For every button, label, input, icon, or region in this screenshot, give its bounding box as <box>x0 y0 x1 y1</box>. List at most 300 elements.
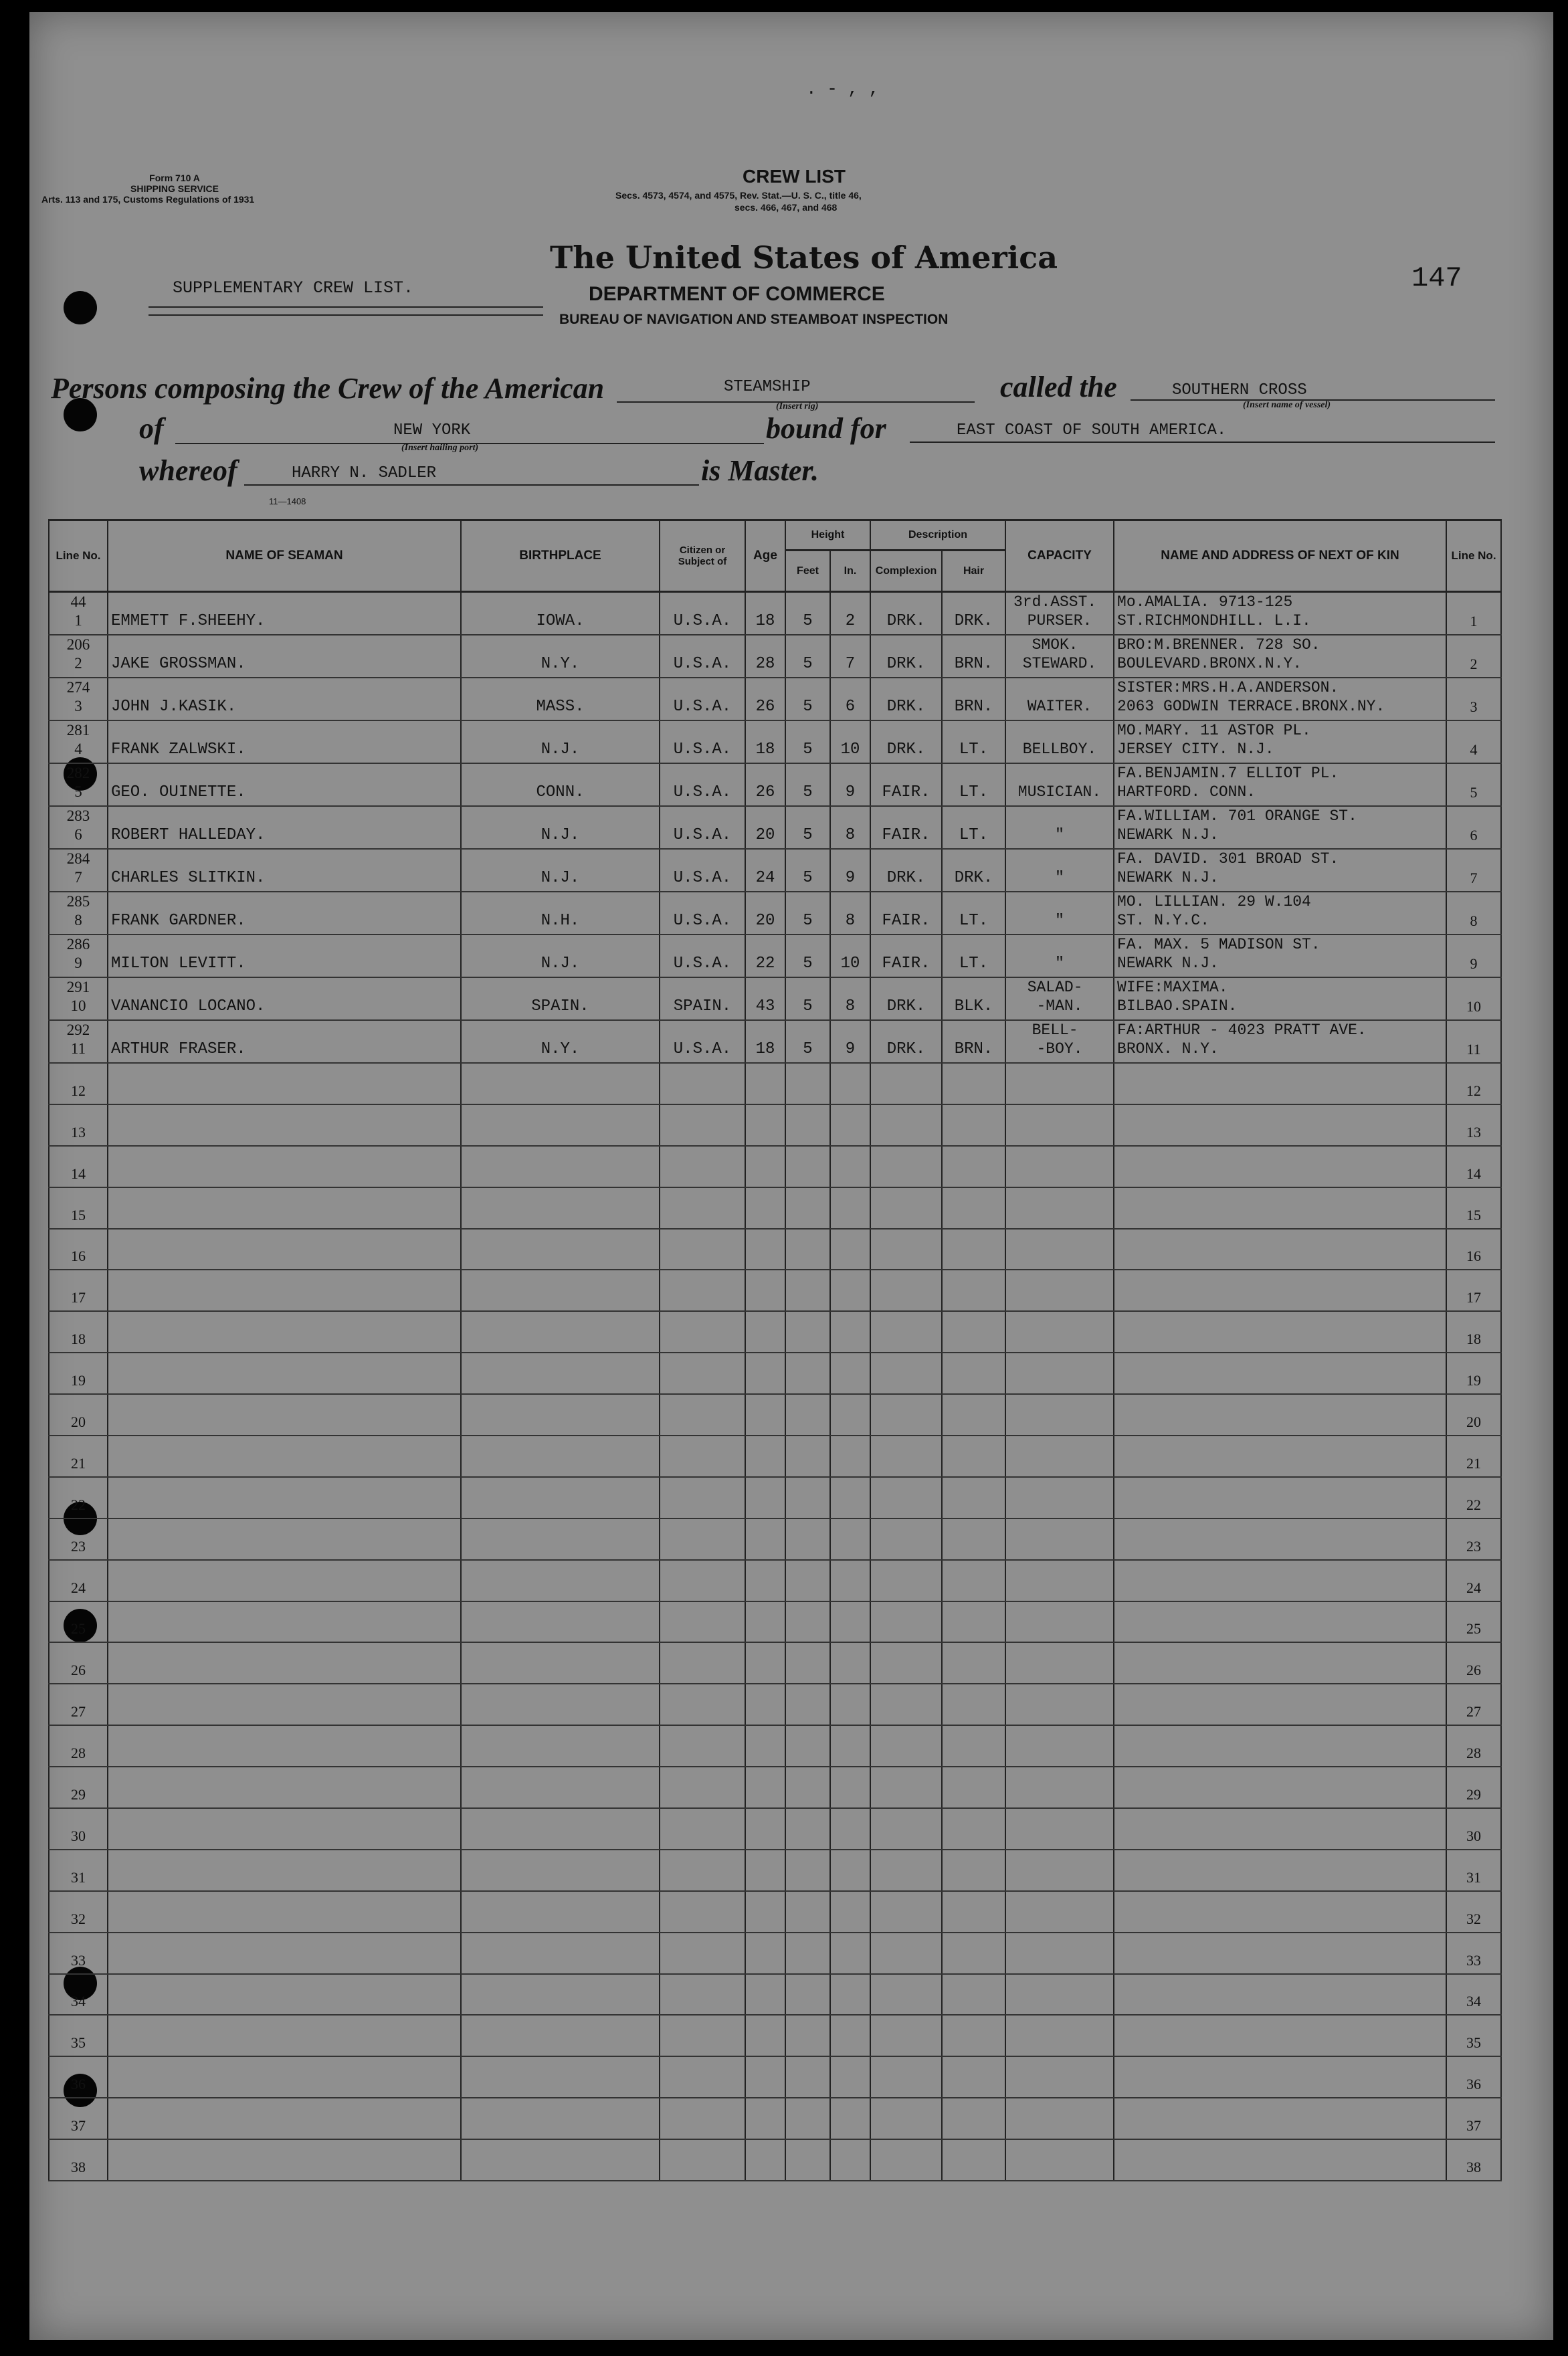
capacity-cell <box>1005 1063 1114 1104</box>
name-cell <box>108 1974 461 2016</box>
line-no-cell <box>49 592 108 635</box>
next-of-kin-cell <box>1114 1684 1446 1725</box>
line-no-cell <box>49 1477 108 1518</box>
citizenship: U.S.A. <box>673 612 732 630</box>
complexion-cell <box>870 1725 942 1767</box>
next-of-kin-cell <box>1114 892 1446 935</box>
name-cell <box>108 806 461 849</box>
table-row <box>49 1146 1501 1187</box>
next-of-kin-cell <box>1114 1974 1446 2016</box>
col-age: Age <box>745 520 785 592</box>
name-cell <box>108 2056 461 2098</box>
birthplace-cell <box>461 1891 660 1933</box>
seaman-id: 285 <box>66 893 90 910</box>
line-number-right: 5 <box>1470 784 1478 801</box>
line-no-right-cell <box>1446 1104 1501 1146</box>
line-number: 11 <box>70 1040 86 1057</box>
line-number: 27 <box>71 1703 86 1721</box>
capacity-cell <box>1005 935 1114 977</box>
birthplace-cell <box>461 1684 660 1725</box>
name-cell <box>108 977 461 1020</box>
age-cell <box>745 1684 785 1725</box>
next-of-kin-cell <box>1114 1436 1446 1477</box>
kin-line-2: JERSEY CITY. N.J. <box>1117 741 1274 758</box>
col-complexion: Complexion <box>870 551 942 592</box>
hair-cell <box>942 1974 1005 2016</box>
age-cell <box>745 1187 785 1229</box>
capacity-cell <box>1005 1891 1114 1933</box>
table-row <box>49 892 1501 935</box>
citizen-cell <box>660 1146 745 1187</box>
citizen-cell <box>660 1477 745 1518</box>
name-cell <box>108 1394 461 1436</box>
table-row <box>49 763 1501 806</box>
height-inches: 8 <box>845 997 856 1015</box>
complexion-cell <box>870 1353 942 1394</box>
kin-line-1: MO. LILLIAN. 29 W.104 <box>1117 893 1311 910</box>
line-no-cell <box>49 806 108 849</box>
hair-cell <box>942 1684 1005 1725</box>
name-cell <box>108 849 461 892</box>
table-row <box>49 1808 1501 1850</box>
line-number: 2 <box>74 655 82 672</box>
inches-cell <box>830 1311 870 1353</box>
table-row <box>49 806 1501 849</box>
table-row <box>49 1850 1501 1891</box>
age-cell <box>745 1850 785 1891</box>
complexion-cell <box>870 1974 942 2016</box>
complexion: FAIR. <box>882 912 930 930</box>
age: 18 <box>755 741 775 759</box>
feet-cell <box>785 977 830 1020</box>
seaman-id: 284 <box>66 850 90 867</box>
next-of-kin-cell <box>1114 1601 1446 1643</box>
line-number: 26 <box>71 1662 86 1679</box>
inches-cell <box>830 1767 870 1808</box>
next-of-kin-cell <box>1114 1642 1446 1684</box>
line-no-right-cell <box>1446 892 1501 935</box>
capacity-line-1: BELL- <box>1032 1021 1078 1039</box>
height-feet: 5 <box>803 741 813 759</box>
table-row <box>49 2056 1501 2098</box>
line-no-cell <box>49 892 108 935</box>
age-cell <box>745 977 785 1020</box>
next-of-kin-cell <box>1114 1767 1446 1808</box>
supplementary-underline <box>149 306 543 308</box>
feet-cell <box>785 935 830 977</box>
seaman-name: CHARLES SLITKIN. <box>111 869 266 887</box>
name-cell <box>108 1933 461 1974</box>
birthplace-cell <box>461 892 660 935</box>
name-cell <box>108 1063 461 1104</box>
feet-cell <box>785 1229 830 1270</box>
name-cell <box>108 1725 461 1767</box>
feet-cell <box>785 678 830 720</box>
height-inches: 8 <box>845 826 856 844</box>
inches-cell <box>830 1187 870 1229</box>
name-cell <box>108 1146 461 1187</box>
table-row <box>49 1353 1501 1394</box>
feet-cell <box>785 1601 830 1643</box>
line-number-right: 30 <box>1466 1827 1482 1844</box>
line-number: 21 <box>71 1454 86 1472</box>
complexion-cell <box>870 1684 942 1725</box>
height-inches: 9 <box>845 783 856 801</box>
complexion-cell <box>870 1394 942 1436</box>
line-number-right: 14 <box>1466 1165 1482 1182</box>
complexion-cell <box>870 1642 942 1684</box>
inches-cell <box>830 2056 870 2098</box>
birthplace: N.J. <box>541 826 580 844</box>
hair-cell <box>942 1808 1005 1850</box>
destination-underline <box>910 441 1495 443</box>
name-cell <box>108 1518 461 1560</box>
birthplace-cell <box>461 806 660 849</box>
seaman-id: 44 <box>70 593 86 610</box>
complexion-cell <box>870 935 942 977</box>
citizenship: U.S.A. <box>673 698 732 716</box>
complexion: FAIR. <box>882 783 930 801</box>
bureau-title: BUREAU OF NAVIGATION AND STEAMBOAT INSPECTION <box>559 312 949 327</box>
seaman-name: JOHN J.KASIK. <box>111 698 237 716</box>
capacity-line-2: " <box>1055 869 1064 886</box>
crew-list-title: CREW LIST <box>743 166 846 187</box>
line-no-right-cell <box>1446 1518 1501 1560</box>
feet-cell <box>785 720 830 763</box>
capacity-cell <box>1005 1518 1114 1560</box>
capacity-cell <box>1005 1560 1114 1601</box>
next-of-kin-cell <box>1114 2056 1446 2098</box>
complexion-cell <box>870 977 942 1020</box>
page-number: 147 <box>1411 262 1462 294</box>
rig-hint: (Insert rig) <box>776 401 819 411</box>
capacity-line-2: MUSICIAN. <box>1017 783 1102 801</box>
capacity-cell <box>1005 2139 1114 2181</box>
height-feet: 5 <box>803 869 813 887</box>
line-number: 15 <box>71 1206 86 1223</box>
inches-cell <box>830 1808 870 1850</box>
citizen-cell <box>660 1518 745 1560</box>
hair-cell <box>942 720 1005 763</box>
hair-cell <box>942 2098 1005 2139</box>
name-cell <box>108 1767 461 1808</box>
age-cell <box>745 592 785 635</box>
birthplace-cell <box>461 1104 660 1146</box>
seaman-id: 206 <box>66 636 90 653</box>
age-cell <box>745 1020 785 1063</box>
complexion-cell <box>870 1020 942 1063</box>
line-number-right: 33 <box>1466 1951 1482 1969</box>
hair: LT. <box>959 783 989 801</box>
hair-cell <box>942 1767 1005 1808</box>
citizen-cell <box>660 1642 745 1684</box>
destination: EAST COAST OF SOUTH AMERICA. <box>957 421 1227 439</box>
name-cell <box>108 592 461 635</box>
table-row <box>49 1270 1501 1311</box>
citizen-cell <box>660 2015 745 2056</box>
age: 22 <box>755 955 775 973</box>
table-row <box>49 678 1501 720</box>
capacity-cell <box>1005 678 1114 720</box>
birthplace-cell <box>461 1146 660 1187</box>
name-cell <box>108 635 461 678</box>
capacity-cell <box>1005 1394 1114 1436</box>
citizen-cell <box>660 720 745 763</box>
seaman-id: 283 <box>66 807 90 824</box>
table-row <box>49 2015 1501 2056</box>
seaman-name: GEO. OUINETTE. <box>111 783 246 801</box>
feet-cell <box>785 849 830 892</box>
table-row <box>49 2098 1501 2139</box>
line-number-right: 18 <box>1466 1331 1482 1348</box>
citizen-cell <box>660 635 745 678</box>
height-feet: 5 <box>803 955 813 973</box>
next-of-kin-cell <box>1114 1933 1446 1974</box>
height-inches: 2 <box>845 612 856 630</box>
table-row <box>49 1725 1501 1767</box>
inches-cell <box>830 635 870 678</box>
capacity-line-2: WAITER. <box>1027 698 1092 715</box>
line-number: 18 <box>71 1331 86 1348</box>
line-no-cell <box>49 977 108 1020</box>
capacity-line-2: STEWARD. <box>1022 655 1097 672</box>
inches-cell <box>830 1642 870 1684</box>
line-number-right: 31 <box>1466 1868 1482 1886</box>
complexion-cell <box>870 1063 942 1104</box>
line-no-right-cell <box>1446 1477 1501 1518</box>
inches-cell <box>830 1146 870 1187</box>
kin-line-1: Mo.AMALIA. 9713-125 <box>1117 593 1293 611</box>
hair-cell <box>942 1063 1005 1104</box>
seaman-id: 281 <box>66 722 90 739</box>
hair-cell <box>942 635 1005 678</box>
intro-text: Persons composing the Crew of the American <box>51 372 605 405</box>
table-row <box>49 1187 1501 1229</box>
feet-cell <box>785 1518 830 1560</box>
line-no-cell <box>49 1270 108 1311</box>
line-number: 17 <box>71 1289 86 1306</box>
citizen-cell <box>660 1891 745 1933</box>
line-no-right-cell <box>1446 1601 1501 1643</box>
inches-cell <box>830 1270 870 1311</box>
feet-cell <box>785 1933 830 1974</box>
birthplace-cell <box>461 2098 660 2139</box>
citizen-cell <box>660 1436 745 1477</box>
citizenship: U.S.A. <box>673 912 732 930</box>
capacity-cell <box>1005 849 1114 892</box>
line-no-right-cell <box>1446 1933 1501 1974</box>
birthplace-cell <box>461 1933 660 1974</box>
hair: BRN. <box>954 655 993 673</box>
next-of-kin-cell <box>1114 1891 1446 1933</box>
hair: BRN. <box>954 1040 993 1058</box>
kin-line-2: BOULEVARD.BRONX.N.Y. <box>1117 655 1302 672</box>
inches-cell <box>830 2015 870 2056</box>
table-row <box>49 1436 1501 1477</box>
birthplace-cell <box>461 678 660 720</box>
height-feet: 5 <box>803 655 813 673</box>
capacity-cell <box>1005 1104 1114 1146</box>
hair-cell <box>942 1187 1005 1229</box>
line-number: 33 <box>71 1951 86 1969</box>
line-number: 8 <box>74 912 82 928</box>
birthplace-cell <box>461 1850 660 1891</box>
line-number: 20 <box>71 1413 86 1431</box>
line-number-right: 6 <box>1470 827 1478 844</box>
line-no-cell <box>49 1146 108 1187</box>
complexion-cell <box>870 2139 942 2181</box>
feet-cell <box>785 1311 830 1353</box>
birthplace-cell <box>461 1311 660 1353</box>
line-number: 10 <box>70 997 86 1014</box>
complexion-cell <box>870 2098 942 2139</box>
complexion: DRK. <box>886 741 926 759</box>
line-no-cell <box>49 1311 108 1353</box>
name-cell <box>108 1601 461 1643</box>
name-cell <box>108 2139 461 2181</box>
department-title: DEPARTMENT OF COMMERCE <box>589 283 885 305</box>
birthplace-cell <box>461 763 660 806</box>
col-feet: Feet <box>785 551 830 592</box>
capacity-cell <box>1005 1229 1114 1270</box>
table-row <box>49 1974 1501 2016</box>
line-no-cell <box>49 1684 108 1725</box>
name-cell <box>108 1311 461 1353</box>
name-cell <box>108 720 461 763</box>
complexion: FAIR. <box>882 826 930 844</box>
birthplace: N.J. <box>541 869 580 887</box>
age-cell <box>745 1974 785 2016</box>
line-number: 37 <box>71 2117 86 2135</box>
complexion-cell <box>870 2015 942 2056</box>
print-code: 11—1408 <box>269 496 306 506</box>
inches-cell <box>830 849 870 892</box>
inches-cell <box>830 977 870 1020</box>
hair-cell <box>942 1601 1005 1643</box>
table-row <box>49 1477 1501 1518</box>
line-no-cell <box>49 1518 108 1560</box>
name-cell <box>108 678 461 720</box>
inches-cell <box>830 1974 870 2016</box>
col-line-no-right: Line No. <box>1446 520 1501 592</box>
height-feet: 5 <box>803 698 813 716</box>
complexion-cell <box>870 1311 942 1353</box>
inches-cell <box>830 1891 870 1933</box>
line-no-cell <box>49 1187 108 1229</box>
col-capacity: CAPACITY <box>1005 520 1114 592</box>
age-cell <box>745 635 785 678</box>
age-cell <box>745 1436 785 1477</box>
citizen-cell <box>660 2139 745 2181</box>
age-cell <box>745 1891 785 1933</box>
seaman-name: FRANK GARDNER. <box>111 912 246 930</box>
capacity-line-2: PURSER. <box>1027 612 1092 629</box>
capacity-cell <box>1005 1725 1114 1767</box>
line-number-right: 19 <box>1466 1372 1482 1389</box>
line-no-cell <box>49 1642 108 1684</box>
line-number-right: 37 <box>1466 2117 1482 2135</box>
citizen-cell <box>660 1353 745 1394</box>
capacity-cell <box>1005 1684 1114 1725</box>
age-cell <box>745 1477 785 1518</box>
birthplace-cell <box>461 1229 660 1270</box>
citizen-cell <box>660 1229 745 1270</box>
table-row <box>49 1684 1501 1725</box>
age-cell <box>745 1518 785 1560</box>
citizen-cell <box>660 1725 745 1767</box>
supplementary-underline <box>149 314 543 316</box>
capacity-line-2: " <box>1055 912 1064 929</box>
birthplace-cell <box>461 1187 660 1229</box>
citizen-cell <box>660 1767 745 1808</box>
complexion-cell <box>870 1270 942 1311</box>
capacity-cell <box>1005 2056 1114 2098</box>
table-row <box>49 1642 1501 1684</box>
hair-cell <box>942 935 1005 977</box>
age-cell <box>745 1270 785 1311</box>
citizen-cell <box>660 1270 745 1311</box>
birthplace-cell <box>461 1725 660 1767</box>
age-cell <box>745 1394 785 1436</box>
line-no-right-cell <box>1446 2098 1501 2139</box>
citizen-cell <box>660 763 745 806</box>
height-feet: 5 <box>803 826 813 844</box>
hair-cell <box>942 2056 1005 2098</box>
next-of-kin-cell <box>1114 1270 1446 1311</box>
line-no-right-cell <box>1446 1311 1501 1353</box>
age-cell <box>745 678 785 720</box>
line-number-right: 35 <box>1466 2034 1482 2052</box>
citizenship: SPAIN. <box>673 997 732 1015</box>
birthplace: MASS. <box>536 698 585 716</box>
feet-cell <box>785 1808 830 1850</box>
line-no-right-cell <box>1446 1808 1501 1850</box>
kin-line-1: WIFE:MAXIMA. <box>1117 979 1228 996</box>
hair-cell <box>942 849 1005 892</box>
age-cell <box>745 1725 785 1767</box>
inches-cell <box>830 1394 870 1436</box>
birthplace-cell <box>461 977 660 1020</box>
inches-cell <box>830 1063 870 1104</box>
next-of-kin-cell <box>1114 1311 1446 1353</box>
height-inches: 10 <box>840 955 860 973</box>
hair: LT. <box>959 912 989 930</box>
line-no-right-cell <box>1446 1642 1501 1684</box>
age: 18 <box>755 1040 775 1058</box>
complexion-cell <box>870 1850 942 1891</box>
hair-cell <box>942 763 1005 806</box>
line-no-cell <box>49 1850 108 1891</box>
citizen-cell <box>660 935 745 977</box>
statutes-line-1: Secs. 4573, 4574, and 4575, Rev. Stat.—U. S. C., title 46, <box>615 190 862 201</box>
kin-line-2: NEWARK N.J. <box>1117 955 1219 972</box>
col-next-of-kin: NAME AND ADDRESS OF NEXT OF KIN <box>1114 520 1446 592</box>
hair-cell <box>942 977 1005 1020</box>
line-no-right-cell <box>1446 763 1501 806</box>
line-number: 35 <box>71 2034 86 2052</box>
line-number-right: 3 <box>1470 698 1478 715</box>
line-number-right: 8 <box>1470 912 1478 929</box>
hair: DRK. <box>954 612 993 630</box>
citizen-cell <box>660 1311 745 1353</box>
citizen-cell <box>660 806 745 849</box>
table-row <box>49 1891 1501 1933</box>
inches-cell <box>830 935 870 977</box>
seaman-name: ARTHUR FRASER. <box>111 1040 246 1058</box>
complexion-cell <box>870 1187 942 1229</box>
citizenship: U.S.A. <box>673 655 732 673</box>
line-no-cell <box>49 2098 108 2139</box>
